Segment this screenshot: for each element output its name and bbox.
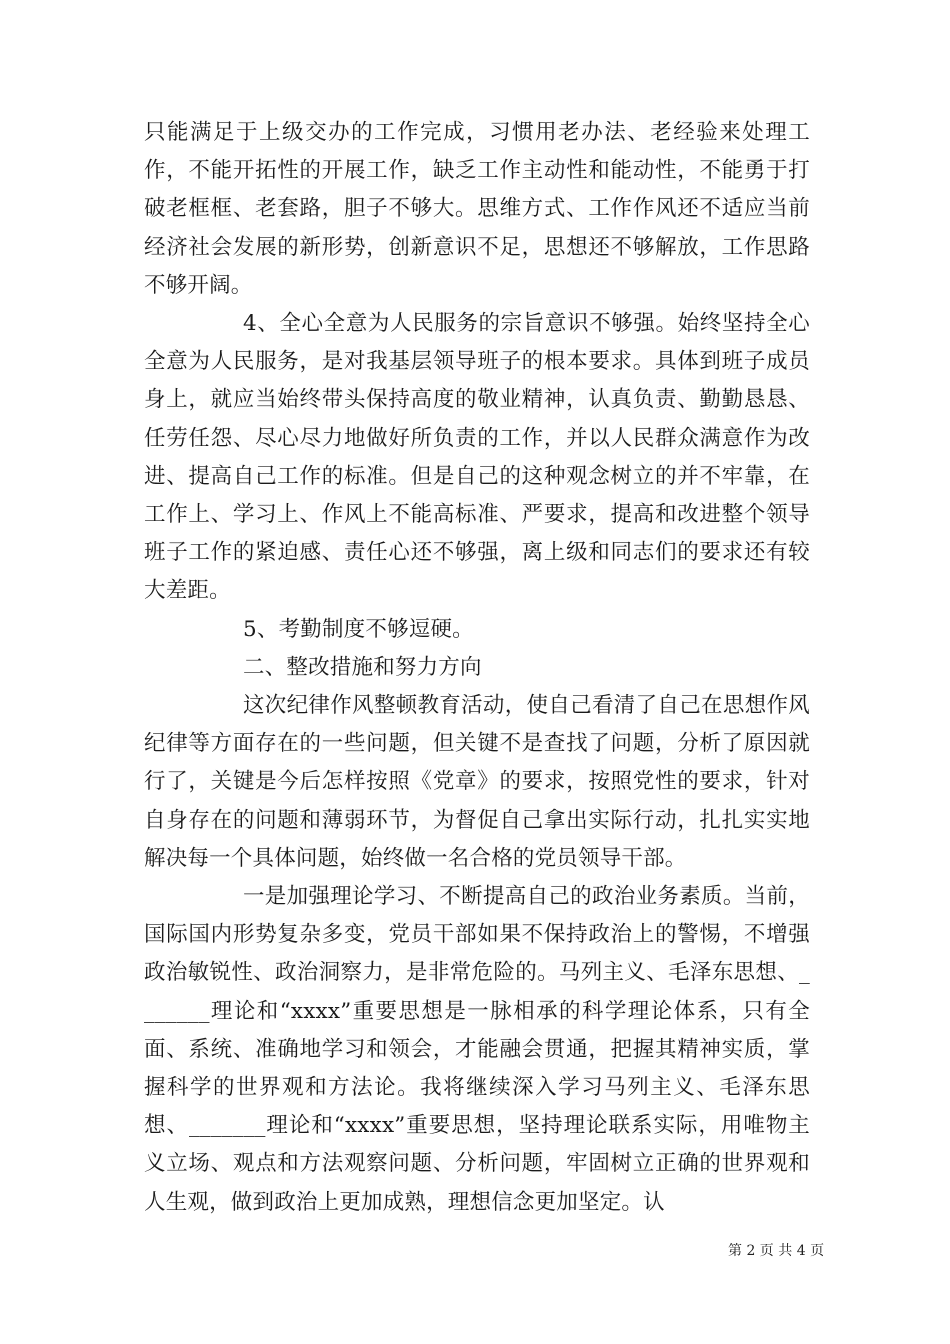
paragraph-2: 4、全心全意为人民服务的宗旨意识不够强。始终坚持全心全意为人民服务，是对我基层领导班子的根本要求。具体到班子成员身上，就应当始终带头保持高度的敬业精神，认真负责、勤勤恳恳、任劳任怨、尽心尽力地做好所负责的工作，并以人民群众满意作为改进、提高自己工作的标准。但是自己的这种观念树立的并不牢靠，在工作上、学习上、作风上不能高标准、严要求，提高和改进整个领导班子工作的紧迫感、责任心还不够强，离上级和同志们的要求还有较大差距。: [144, 311, 810, 604]
section-heading: 二、整改措施和努力方向: [243, 654, 482, 680]
paragraph-3: 5、考勤制度不够逗硬。: [243, 616, 474, 642]
paragraph-1: 只能满足于上级交办的工作完成，习惯用老办法、老经验来处理工作，不能开拓性的开展工作，缺乏工作主动性和能动性，不能勇于打破老框框、老套路，胆子不够大。思维方式、工作作风还不适应当前经济社会发展的新形势，创新意识不足，思想还不够解放，工作思路不够开阔。: [144, 120, 810, 298]
document-body: [144, 114, 810, 1222]
paragraph-5: 这次纪律作风整顿教育活动，使自己看清了自己在思想作风纪律等方面存在的一些问题，但关键不是查找了问题，分析了原因就行了，关键是今后怎样按照《党章》的要求，按照党性的要求，针对自身存在的问题和薄弱环节，为督促自己拿出实际行动，扎扎实实地解决每一个具体问题，始终做一名合格的党员领导干部。: [144, 693, 810, 871]
paragraph-6: 一是加强理论学习、不断提高自己的政治业务素质。当前，国际国内形势复杂多变，党员干部如果不保持政治上的警惕，不增强政治敏锐性、政治洞察力，是非常危险的。马列主义、毛泽东思想、_______理论和“xxxx”重要思想是一脉相承的科学理论体系，只有全面、系统、准确地学习和领会，才能融会贯通，把握其精神实质，掌握科学的世界观和方法论。我将继续深入学习马列主义、毛泽东思想、_______理论和“xxxx”重要思想，坚持理论联系实际，用唯物主义立场、观点和方法观察问题、分析问题，牢固树立正确的世界观和人生观，做到政治上更加成熟，理想信念更加坚定。认: [144, 884, 810, 1215]
page-number-footer: 第 2 页 共 4 页: [728, 1243, 825, 1259]
